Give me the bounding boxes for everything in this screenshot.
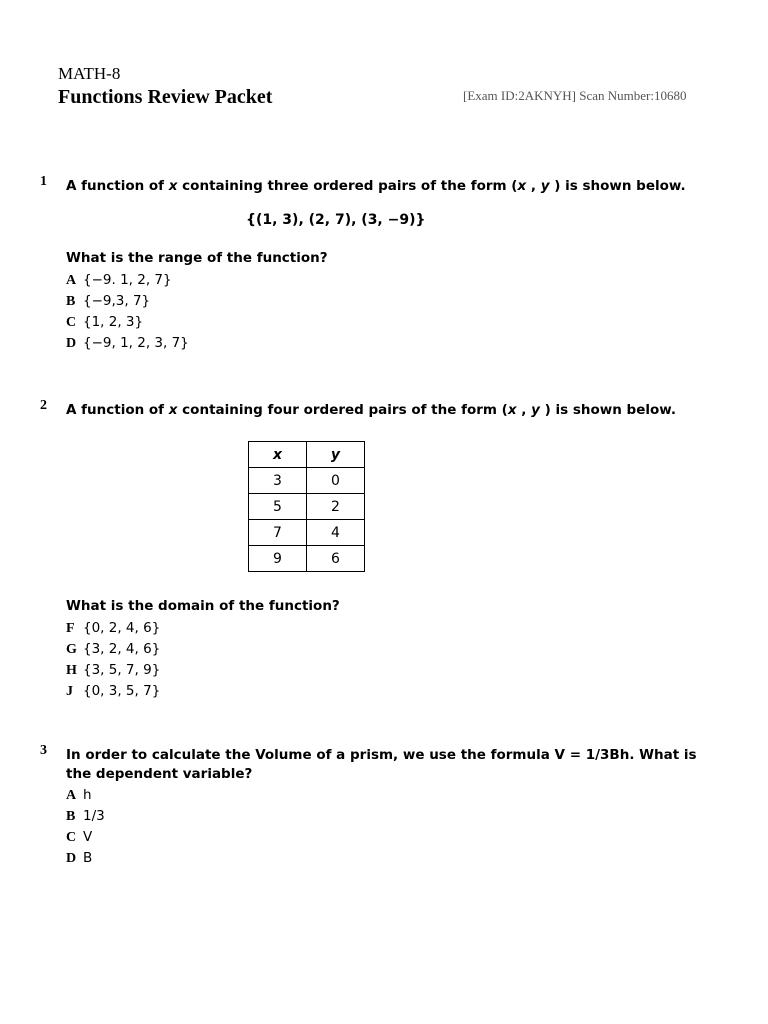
question-1-prompt: What is the range of the function?	[66, 250, 328, 266]
table-cell: 3	[249, 468, 307, 494]
answer-option[interactable]: B {−9,3, 7}	[66, 293, 151, 309]
answer-option[interactable]: D {−9, 1, 2, 3, 7}	[66, 335, 189, 351]
table-row	[249, 546, 365, 572]
answer-option[interactable]: J {0, 3, 5, 7}	[66, 683, 161, 699]
question-2-stem: A function of x containing four ordered pairs of the form (x , y ) is shown below.	[66, 402, 676, 418]
question-3-stem-line-1: In order to calculate the Volume of a prism, we use the formula V = 1/3Bh. What is	[66, 747, 697, 763]
answer-option[interactable]: A h	[66, 787, 92, 803]
table-cell: 4	[307, 520, 365, 546]
question-3-stem	[66, 746, 697, 784]
xy-table	[248, 441, 365, 572]
column-header-x: x	[249, 442, 307, 468]
ordered-pairs-set: {(1, 3), (2, 7), (3, −9)}	[246, 212, 426, 228]
column-header-y: y	[307, 442, 365, 468]
answer-option[interactable]: C {1, 2, 3}	[66, 314, 144, 330]
answer-option[interactable]: G {3, 2, 4, 6}	[66, 641, 161, 657]
table-cell: 5	[249, 494, 307, 520]
table-cell: 0	[307, 468, 365, 494]
table-header-row	[249, 442, 365, 468]
exam-info: [Exam ID:2AKNYH] Scan Number:10680	[463, 88, 687, 103]
answer-option[interactable]: H {3, 5, 7, 9}	[66, 662, 161, 678]
table-row	[249, 520, 365, 546]
answer-option[interactable]: F {0, 2, 4, 6}	[66, 620, 161, 636]
question-1-options	[66, 270, 189, 354]
question-2-options	[66, 618, 160, 702]
page-title: Functions Review Packet	[58, 86, 273, 108]
answer-option[interactable]: B 1/3	[66, 808, 105, 824]
table-cell: 9	[249, 546, 307, 572]
table-cell: 7	[249, 520, 307, 546]
question-3-stem-line-2: the dependent variable?	[66, 766, 253, 782]
question-1-stem: A function of x containing three ordered pairs of the form (x , y ) is shown below.	[66, 178, 686, 194]
table-row	[249, 468, 365, 494]
table-cell: 6	[307, 546, 365, 572]
course-label: MATH-8	[58, 64, 121, 83]
answer-option[interactable]: C V	[66, 829, 93, 845]
table-cell: 2	[307, 494, 365, 520]
question-1-number: 1	[40, 174, 47, 189]
question-2-prompt: What is the domain of the function?	[66, 598, 340, 614]
question-3-options	[66, 785, 105, 869]
answer-option[interactable]: D B	[66, 850, 93, 866]
question-3-number: 3	[40, 743, 47, 758]
table-row	[249, 494, 365, 520]
answer-option[interactable]: A {−9. 1, 2, 7}	[66, 272, 172, 288]
question-2-number: 2	[40, 398, 47, 413]
